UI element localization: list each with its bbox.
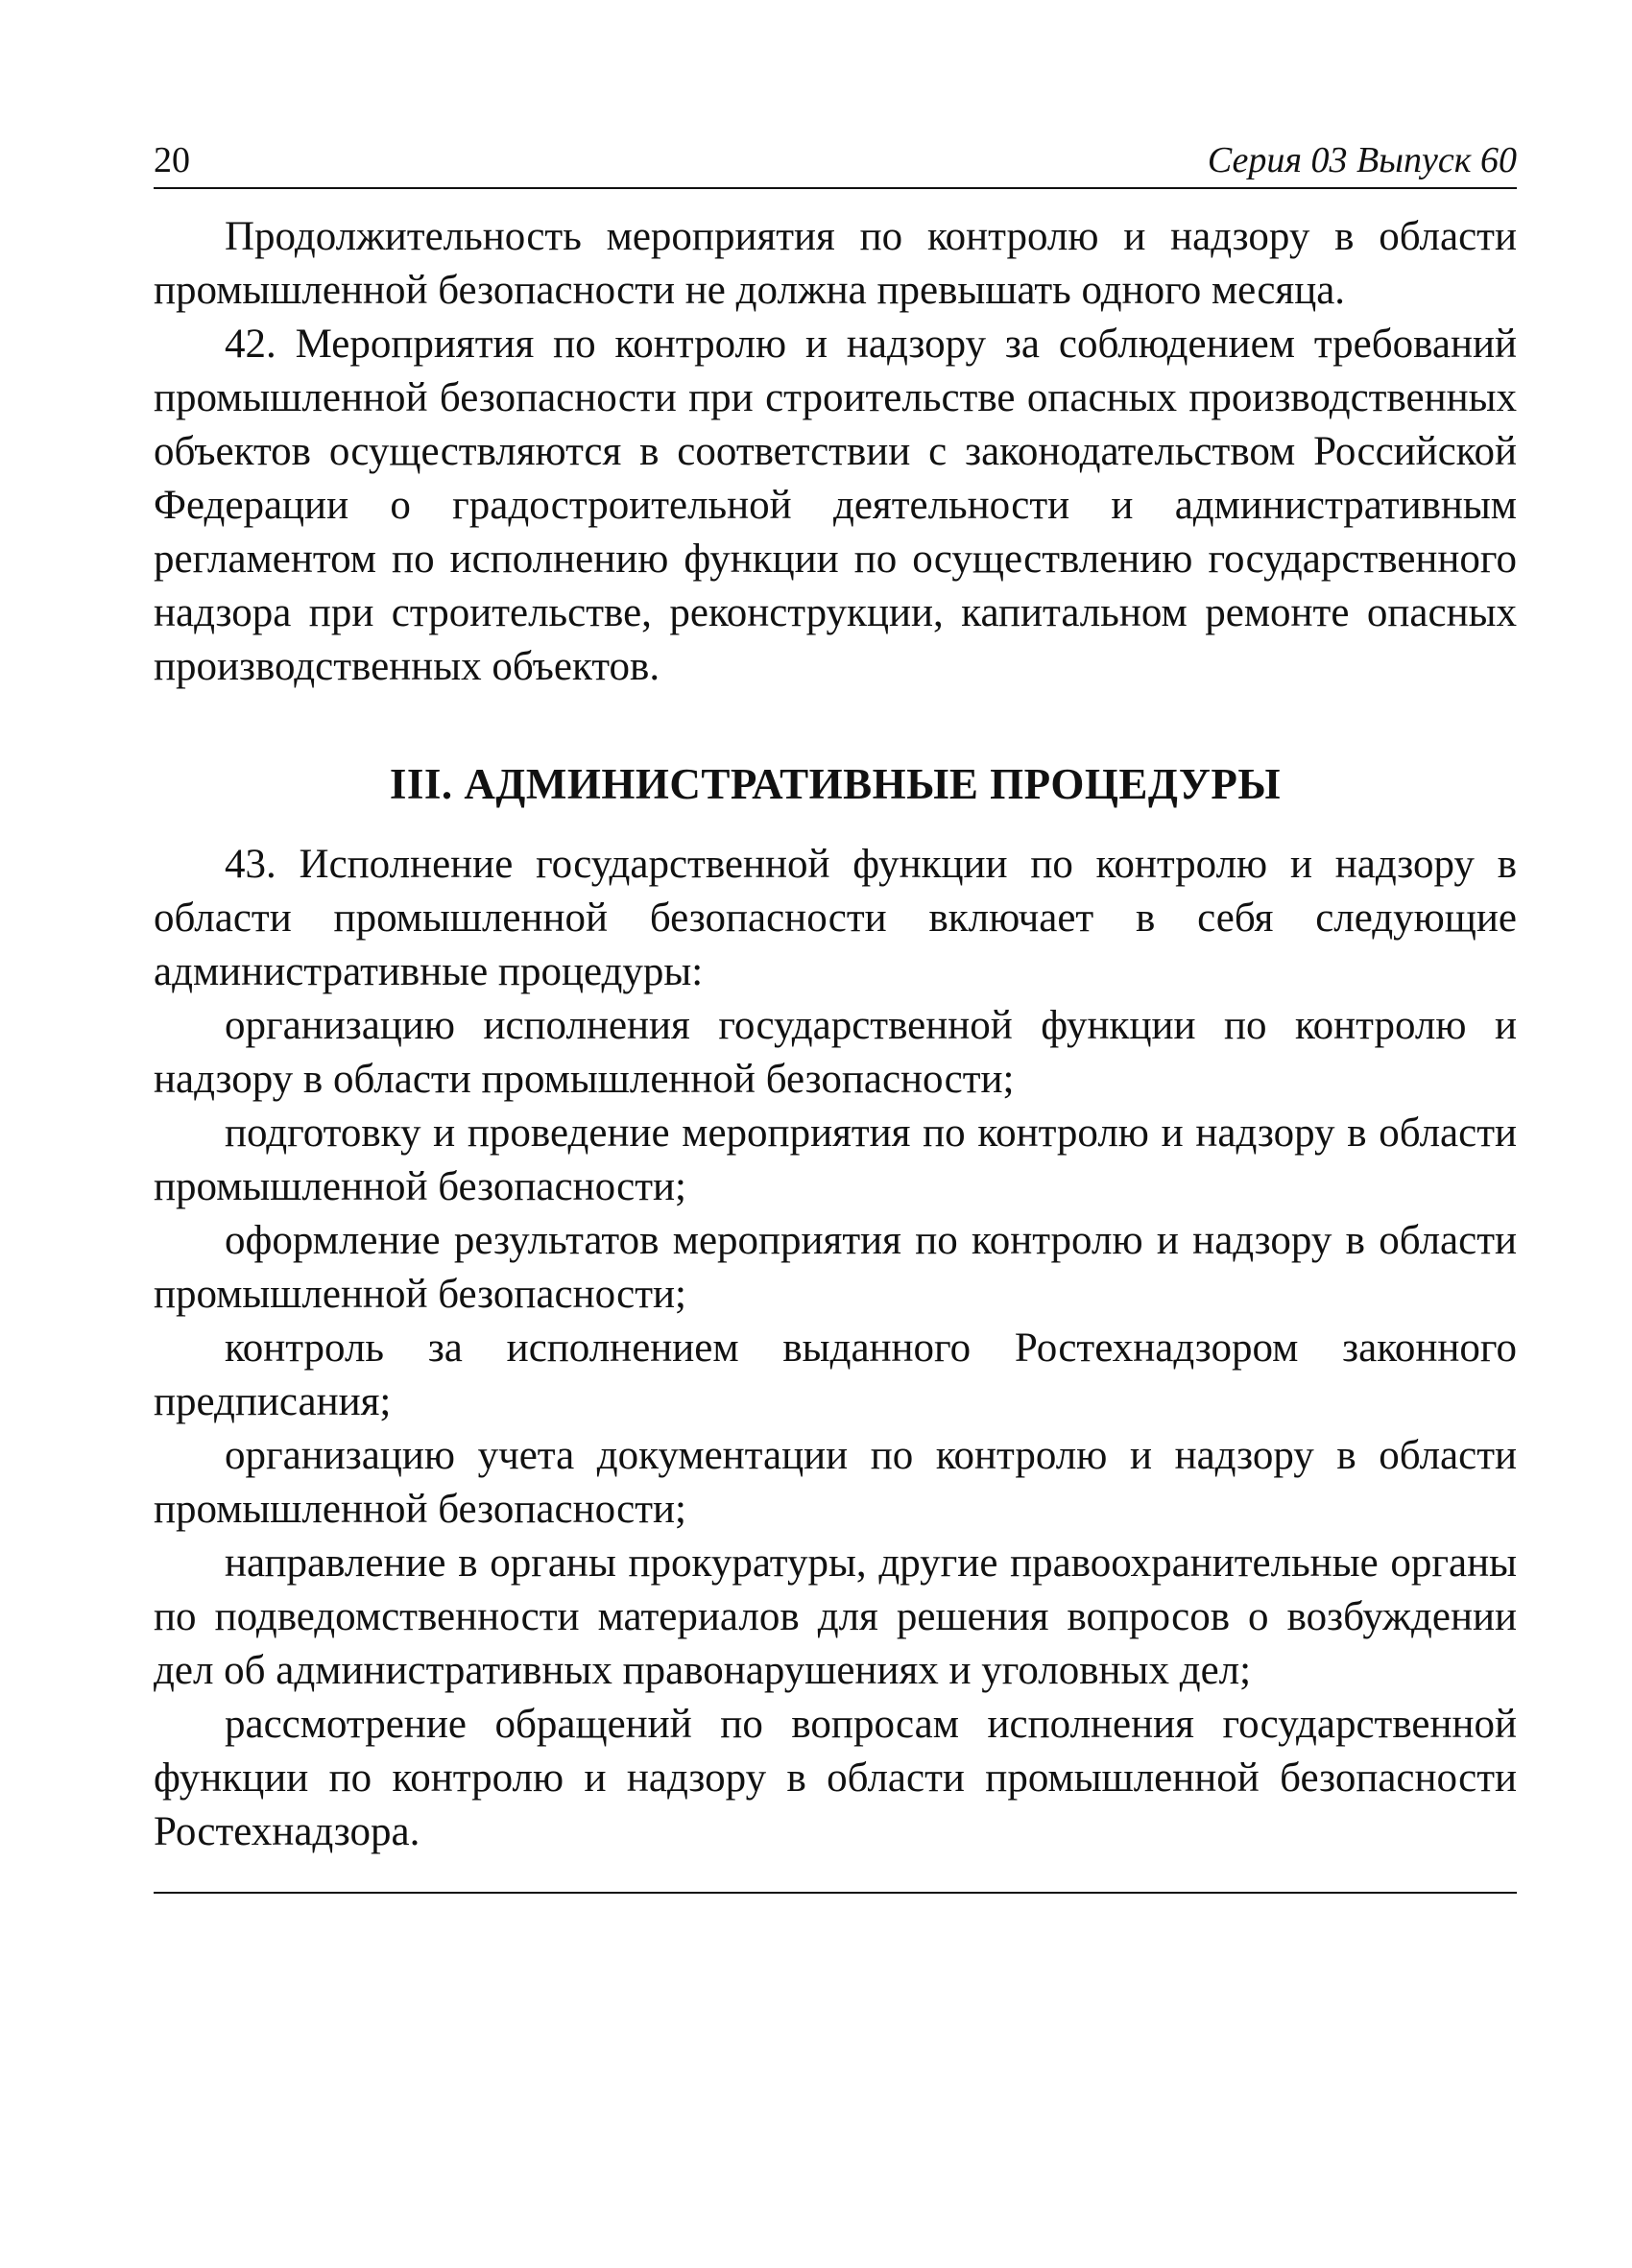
document-page [154, 139, 1517, 1894]
footer-rule [154, 1892, 1517, 1894]
page-number: 20 [154, 140, 190, 180]
list-item-procedure: оформление результатов мероприятия по контролю и надзору в области промышленной безопасности; [154, 1218, 1517, 1317]
list-item-procedure: контроль за исполнением выданного Ростехнадзором законного предписания; [154, 1325, 1517, 1424]
section-heading: III. АДМИНИСТРАТИВНЫЕ ПРОЦЕДУРЫ [389, 760, 1282, 808]
list-item-procedure: направление в органы прокуратуры, другие правоохранительные органы по подведомственности материалов для решения вопросов о возбуждении дел об административных правонарушениях и уголовных дел; [154, 1540, 1517, 1693]
list-item-procedure: рассмотрение обращений по вопросам исполнения государственной функции по контролю и надзору в области промышленной безопасности Ростехнадзора. [154, 1702, 1517, 1854]
list-item-procedure: организацию исполнения государственной функции по контролю и надзору в области промышленной безопасности; [154, 1003, 1517, 1102]
running-header [154, 139, 1517, 189]
paragraph-duration: Продолжительность мероприятия по контролю и надзору в области промышленной безопасности не должна превышать одного месяца. [154, 214, 1517, 313]
series-issue-label: Серия 03 Выпуск 60 [1207, 140, 1517, 180]
list-item-procedure: подготовку и проведение мероприятия по контролю и надзору в области промышленной безопасности; [154, 1110, 1517, 1209]
document-body [154, 210, 1517, 1859]
paragraph-42: 42. Мероприятия по контролю и надзору за соблюдением требований промышленной безопасности при строительстве опасных производственных объектов осуществляются в соответствии с законодательством Российской Федерации о градостроительной деятельности и административным регламентом по исполнению функции по осуществлению государственного надзора при строительстве, реконструкции, капитальном ремонте опасных производственных объектов. [154, 322, 1517, 689]
paragraph-43: 43. Исполнение государственной функции по контролю и надзору в области промышленной безопасности включает в себя следующие административные процедуры: [154, 842, 1517, 994]
list-item-procedure: организацию учета документации по контролю и надзору в области промышленной безопасности; [154, 1433, 1517, 1532]
